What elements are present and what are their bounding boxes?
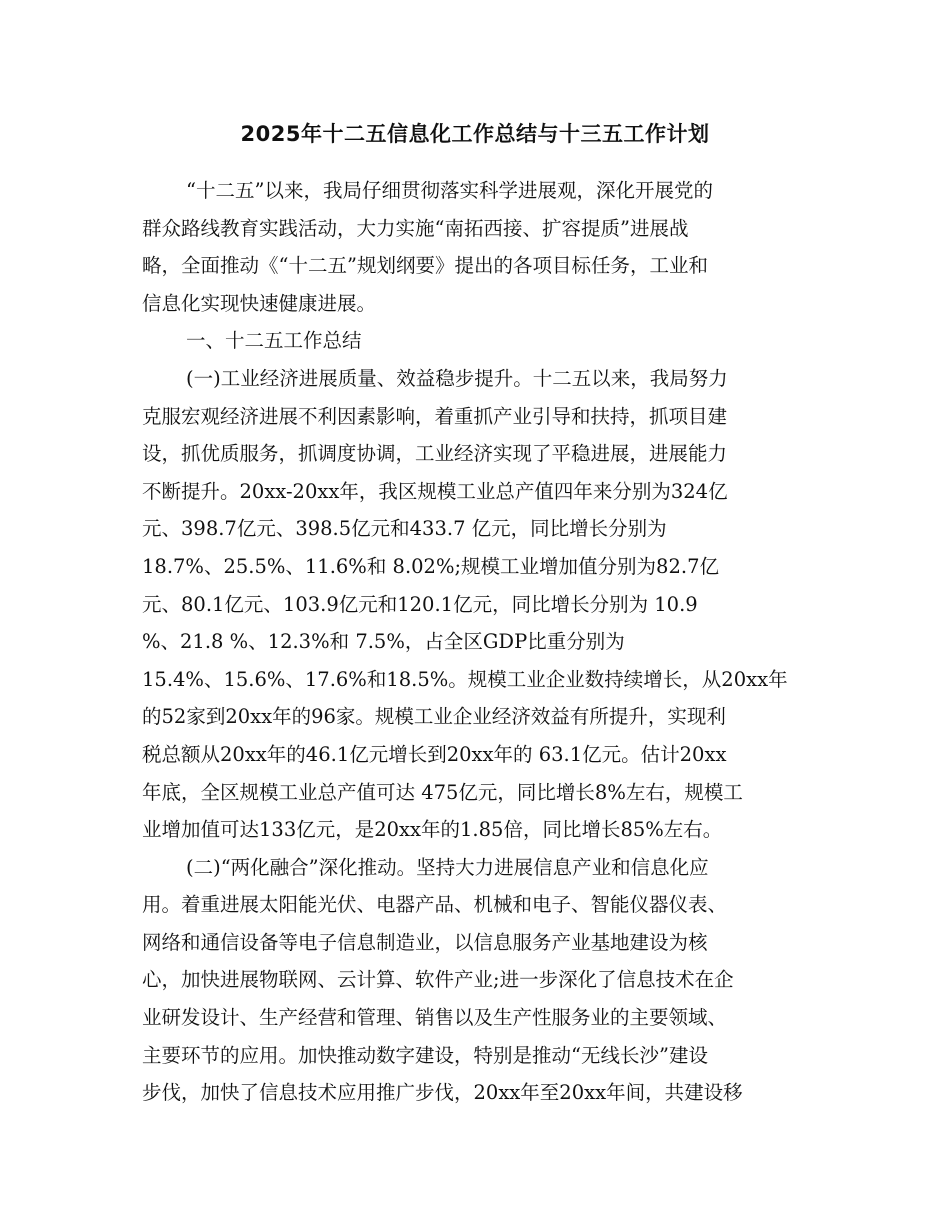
body-text-line: 信息化实现快速健康进展。 bbox=[142, 291, 377, 315]
body-text-line: 步伐，加快了信息技术应用推广步伐，20xx年至20xx年间，共建设移 bbox=[142, 1081, 743, 1105]
body-text-line: 不断提升。20xx-20xx年，我区规模工业总产值四年来分别为324亿 bbox=[142, 479, 728, 503]
body-text-line: 克服宏观经济进展不利因素影响，着重抓产业引导和扶持，抓项目建 bbox=[142, 404, 728, 428]
body-text-line: 18.7%、25.5%、11.6%和 8.02%;规模工业增加值分别为82.7亿 bbox=[142, 554, 719, 578]
body-text-line: 元、398.7亿元、398.5亿元和433.7 亿元，同比增长分别为 bbox=[142, 517, 667, 541]
body-text-line: 用。着重进展太阳能光伏、电器产品、机械和电子、智能仪器仪表、 bbox=[142, 893, 728, 917]
body-text-line: (一)工业经济进展质量、效益稳步提升。十二五以来，我局努力 bbox=[186, 366, 728, 390]
body-text-line: 元、80.1亿元、103.9亿元和120.1亿元，同比增长分别为 10.9 bbox=[142, 592, 698, 616]
body-text-line: 业增加值可达133亿元，是20xx年的1.85倍，同比增长85%左右。 bbox=[142, 818, 723, 842]
body-text-line: 税总额从20xx年的46.1亿元增长到20xx年的 63.1亿元。估计20xx bbox=[142, 742, 727, 766]
body-text-line: 年底，全区规模工业总产值可达 475亿元，同比增长8%左右，规模工 bbox=[142, 780, 743, 804]
body-text-line: 设，抓优质服务，抓调度协调，工业经济实现了平稳进展，进展能力 bbox=[142, 442, 728, 466]
body-text-line: 网络和通信设备等电子信息制造业，以信息服务产业基地建设为核 bbox=[142, 930, 708, 954]
body-text-line: “十二五”以来，我局仔细贯彻落实科学进展观，深化开展党的 bbox=[186, 179, 713, 202]
body-text-line: 略，全面推动《“十二五”规划纲要》提出的各项目标任务，工业和 bbox=[142, 254, 708, 278]
body-text-line: 群众路线教育实践活动，大力实施“南拓西接、扩容提质”进展战 bbox=[142, 216, 689, 240]
document-body bbox=[142, 172, 822, 1112]
body-text-line: 15.4%、15.6%、17.6%和18.5%。规模工业企业数持续增长，从20xx年 bbox=[142, 667, 788, 691]
body-text-line: 的52家到20xx年的96家。规模工业企业经济效益有所提升，实现利 bbox=[142, 705, 726, 729]
document-title: 2025年十二五信息化工作总结与十三五工作计划 bbox=[240, 122, 710, 146]
body-text-line: (二)“两化融合”深化推动。坚持大力进展信息产业和信息化应 bbox=[186, 855, 709, 879]
body-text-line: 心，加快进展物联网、云计算、软件产业;进一步深化了信息技术在企 bbox=[142, 968, 734, 992]
body-text-line: 主要环节的应用。加快推动数字建设，特别是推动“无线长沙”建设 bbox=[142, 1043, 708, 1067]
body-text-line: %、21.8 %、12.3%和 7.5%，占全区GDP比重分别为 bbox=[142, 630, 625, 654]
body-text-line: 一、十二五工作总结 bbox=[186, 329, 362, 353]
body-text-line: 业研发设计、生产经营和管理、销售以及生产性服务业的主要领域、 bbox=[142, 1006, 728, 1030]
